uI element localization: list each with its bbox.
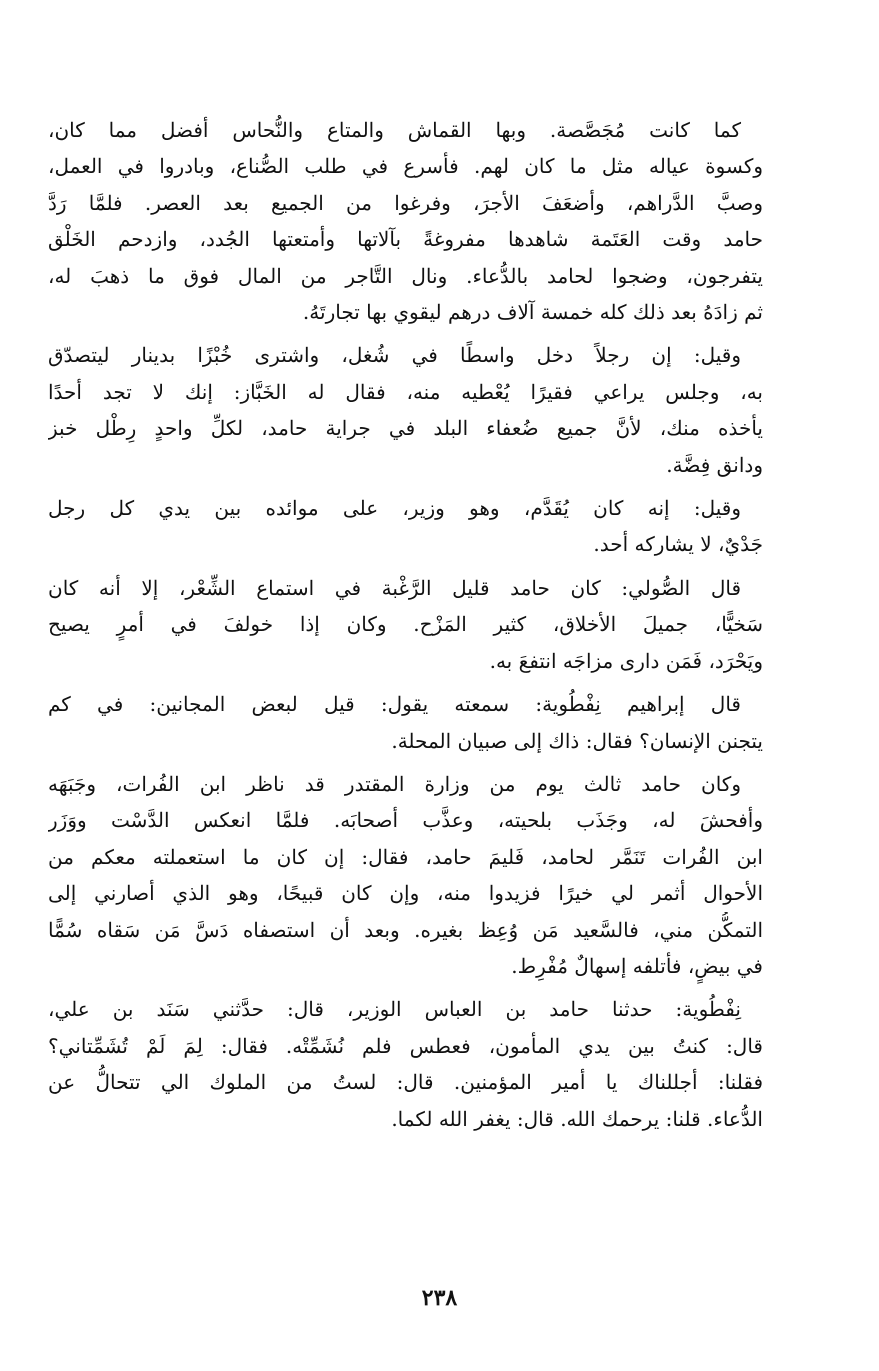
paragraph (48, 570, 763, 679)
text-line: وكان حامد ثالث يوم من وزارة المقتدر قد ناظر ابن الفُرات، وجَبَهَه (48, 771, 741, 796)
text-line: في بيضٍ، فأتلفه إسهالٌ مُفْرِط. (511, 953, 763, 978)
text-line: وقيل: إن رجلاً دخل واسطًا في شُغل، واشترى خُبْزًا بدينار ليتصدّق (48, 343, 741, 368)
text-line: سَخيًّا، جميلَ الأخلاق، كثير المَزْح. وكان إذا خولفَ في أمرٍ يصيح (48, 612, 763, 637)
paragraph (48, 686, 763, 759)
paragraph (48, 766, 763, 984)
text-line: حامد وقت العَتَمة شاهدها مفروغةً بآلاتها وأمتعتها الجُدد، وازدحم الخَلْق (48, 227, 763, 252)
paragraph (48, 991, 763, 1137)
text-line: وصبَّ الدَّراهم، وأضعَفَ الأجرَ، وفرغوا من الجميع بعد العصر. فلمَّا رَدَّ (48, 190, 763, 215)
paragraph (48, 490, 763, 563)
text-line: جَدْيٌ، لا يشاركه أحد. (593, 532, 763, 557)
text-line: قال الصُّولي: كان حامد قليل الرَّغْبة في استماع الشِّعْر، إلا أنه كان (48, 575, 741, 600)
text-line: به، وجلس يراعي فقيرًا يُعْطيه منه، فقال له الخَبَّاز: إنك لا تجد أحدًا (48, 379, 763, 404)
paragraph (48, 337, 763, 483)
text-line: وقيل: إنه كان يُقَدَّم، وهو وزير، على موائده بين يدي كل رجل (48, 496, 741, 521)
text-line: ابن الفُرات تَنَمَّر لحامد، فَليمَ حامد، فقال: إن كان ما استعملته معكم من (48, 844, 763, 869)
paragraph (48, 112, 763, 330)
text-line: وأفحشَ له، وجَذَب بلحيته، وعذَّب أصحابَه. فلمَّا انعكس الدَّسْت ووَزَر (48, 808, 763, 833)
text-line: يأخذه منك، لأنَّ جميع ضُعفاء البلد في جراية حامد، لكلِّ واحدٍ رِطْل خبز (48, 416, 763, 441)
text-line: يتفرجون، وضجوا لحامد بالدُّعاء. ونال التَّاجر من المال فوق ما ذهبَ له، (48, 263, 763, 288)
text-line: الدُّعاء. قلنا: يرحمك الله. قال: يغفر الله لكما. (391, 1106, 763, 1131)
text-line: فقلنا: أجللناك يا أمير المؤمنين. قال: لستُ من الملوك الي تتحالُّ عن (48, 1070, 763, 1095)
text-line: ثم زادَهُ بعد ذلك كله خمسة آلاف درهم ليقوي بها تجارتَهُ. (302, 300, 763, 325)
body-text (48, 112, 763, 1144)
text-line: ودانق فِضَّة. (666, 452, 763, 477)
text-line: التمكُّن مني، فالسَّعيد مَن وُعِظ بغيره. وبعد أن استصفاه دَسَّ مَن سَقاه سُمًّا (48, 917, 763, 942)
text-line: الأحوال أثمر لي خيرًا فزيدوا منه، وإن كان قبيحًا، وهو الذي أصارني إلى (48, 881, 763, 906)
text-line: قال إبراهيم نِفْطُوية: سمعته يقول: قيل لبعض المجانين: في كم (48, 692, 741, 717)
text-line: كما كانت مُجَصَّصة. وبها القماش والمتاع والنُّحاس أفضل مما كان، (48, 118, 741, 142)
text-line: قال: كنتُ بين يدي المأمون، فعطس فلم نُشَمِّتْه. فقال: لِمَ لَمْ تُشَمِّتاني؟ (48, 1033, 763, 1058)
text-line: وكسوة عياله مثل ما كان لهم. فأسرع في طلب الصُّناع، وبادروا في العمل، (48, 154, 763, 179)
text-line: يتجنن الإنسان؟ فقال: ذاك إلى صبيان المحلة. (391, 728, 763, 753)
page-number: ٢٣٨ (421, 1285, 458, 1311)
text-line: ويَحْرَد، فَمَن دارى مزاجَه انتفعَ به. (489, 648, 763, 673)
text-line: نِفْطُوية: حدثنا حامد بن العباس الوزير، قال: حدَّثني سَنَد بن علي، (48, 997, 741, 1022)
